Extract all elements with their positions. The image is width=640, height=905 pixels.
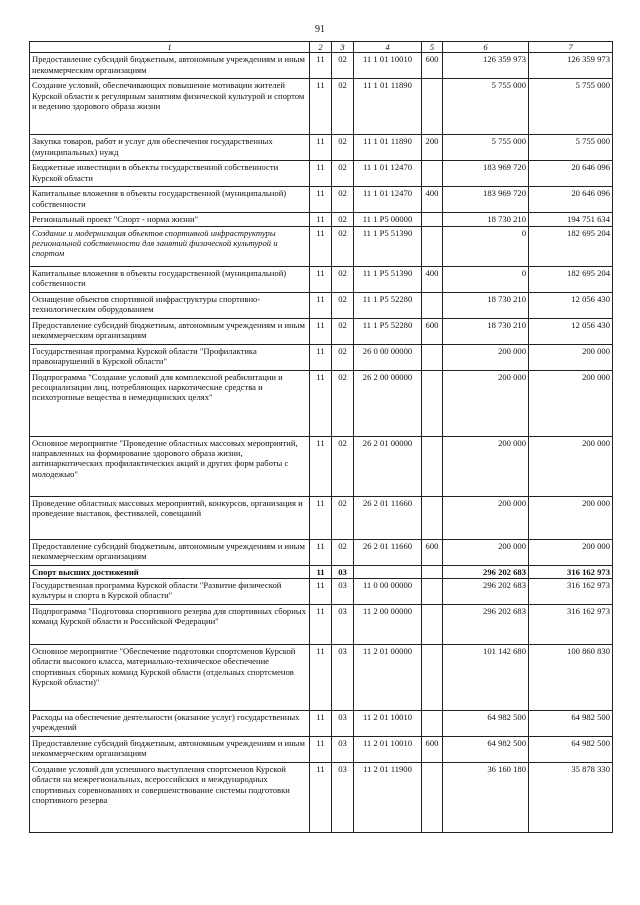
amount-year1-cell: 18 730 210	[443, 213, 529, 226]
amount-year1-cell: 0	[443, 226, 529, 266]
header-cell: 4	[354, 42, 422, 53]
header-row	[30, 42, 613, 53]
target-article-cell: 11 2 01 10010	[354, 710, 422, 736]
section-cell: 11	[310, 762, 332, 832]
target-article-cell: 26 2 00 00000	[354, 370, 422, 436]
amount-year1-cell: 200 000	[443, 496, 529, 539]
expense-type-cell: 600	[422, 53, 443, 79]
section-cell: 11	[310, 710, 332, 736]
subsection-cell: 02	[332, 539, 354, 565]
budget-table	[29, 41, 613, 833]
subsection-cell: 02	[332, 79, 354, 135]
item-name-cell: Государственная программа Курской области "Развитие физической культуры и спорта в Курской области"	[30, 578, 310, 604]
section-cell: 11	[310, 213, 332, 226]
target-article-cell: 11 1 P5 51390	[354, 266, 422, 292]
item-name-cell: Бюджетные инвестиции в объекты государственной собственности Курской области	[30, 161, 310, 187]
subsection-cell: 02	[332, 161, 354, 187]
amount-year2-cell: 316 162 973	[529, 604, 613, 644]
item-name-cell: Подпрограмма "Подготовка спортивного резерва для спортивных сборных команд Курской области и Российской Федерации"	[30, 604, 310, 644]
target-article-cell: 11 1 01 11890	[354, 135, 422, 161]
subsection-cell: 02	[332, 187, 354, 213]
table-row	[30, 213, 613, 226]
expense-type-cell	[422, 496, 443, 539]
section-cell: 11	[310, 539, 332, 565]
header-cell: 6	[443, 42, 529, 53]
item-name-cell: Основное мероприятие "Проведение областных массовых мероприятий, направленных на формирование здорового образа жизни, антинаркотических профилактических акций и других форм работы с молодежью"	[30, 436, 310, 496]
amount-year1-cell: 18 730 210	[443, 318, 529, 344]
item-name-cell: Создание условий для успешного выступления спортсменов Курской области на межрегиональных, всероссийских и международных спортивных соревнованиях и совершенствование системы подготовки спортивного резерва	[30, 762, 310, 832]
target-article-cell: 26 2 01 00000	[354, 436, 422, 496]
item-name-cell: Спорт высших достижений	[30, 565, 310, 578]
amount-year1-cell: 200 000	[443, 370, 529, 436]
target-article-cell: 11 1 01 12470	[354, 187, 422, 213]
expense-type-cell: 600	[422, 736, 443, 762]
table-row	[30, 370, 613, 436]
target-article-cell: 11 1 01 10010	[354, 53, 422, 79]
amount-year2-cell: 316 162 973	[529, 578, 613, 604]
section-cell: 11	[310, 226, 332, 266]
section-cell: 11	[310, 436, 332, 496]
section-cell: 11	[310, 53, 332, 79]
expense-type-cell	[422, 644, 443, 710]
subsection-cell: 02	[332, 292, 354, 318]
target-article-cell: 26 2 01 11660	[354, 539, 422, 565]
section-cell: 11	[310, 344, 332, 370]
table-row	[30, 292, 613, 318]
amount-year1-cell: 200 000	[443, 436, 529, 496]
expense-type-cell	[422, 604, 443, 644]
table-row	[30, 79, 613, 135]
amount-year2-cell: 64 982 500	[529, 710, 613, 736]
table-row	[30, 266, 613, 292]
section-cell: 11	[310, 496, 332, 539]
subsection-cell: 02	[332, 226, 354, 266]
table-row	[30, 604, 613, 644]
expense-type-cell: 400	[422, 266, 443, 292]
section-cell: 11	[310, 604, 332, 644]
table-row	[30, 318, 613, 344]
target-article-cell: 11 1 01 11890	[354, 79, 422, 135]
table-row	[30, 644, 613, 710]
table-row	[30, 436, 613, 496]
item-name-cell: Оснащение объектов спортивной инфраструктуры спортивно-технологическим оборудованием	[30, 292, 310, 318]
expense-type-cell: 400	[422, 187, 443, 213]
amount-year1-cell: 200 000	[443, 344, 529, 370]
amount-year1-cell: 183 969 720	[443, 187, 529, 213]
section-cell: 11	[310, 644, 332, 710]
item-name-cell: Расходы на обеспечение деятельности (оказание услуг) государственных учреждений	[30, 710, 310, 736]
table-row	[30, 53, 613, 79]
subsection-cell: 02	[332, 266, 354, 292]
table-row	[30, 736, 613, 762]
subsection-cell: 03	[332, 644, 354, 710]
header-cell: 2	[310, 42, 332, 53]
amount-year2-cell: 64 982 500	[529, 736, 613, 762]
header-cell: 5	[422, 42, 443, 53]
amount-year2-cell: 12 056 430	[529, 292, 613, 318]
amount-year2-cell: 182 695 204	[529, 266, 613, 292]
subsection-cell: 02	[332, 370, 354, 436]
amount-year1-cell: 36 160 180	[443, 762, 529, 832]
subsection-cell: 03	[332, 578, 354, 604]
target-article-cell: 11 1 P5 51390	[354, 226, 422, 266]
expense-type-cell	[422, 710, 443, 736]
section-cell: 11	[310, 266, 332, 292]
table-row	[30, 496, 613, 539]
item-name-cell: Проведение областных массовых мероприятий, конкурсов, организация и проведение выставок, фестивалей, совещаний	[30, 496, 310, 539]
target-article-cell: 11 2 01 00000	[354, 644, 422, 710]
amount-year2-cell: 12 056 430	[529, 318, 613, 344]
amount-year2-cell: 316 162 973	[529, 565, 613, 578]
amount-year1-cell: 5 755 000	[443, 135, 529, 161]
target-article-cell: 11 2 00 00000	[354, 604, 422, 644]
amount-year2-cell: 182 695 204	[529, 226, 613, 266]
table-row	[30, 539, 613, 565]
target-article-cell: 26 0 00 00000	[354, 344, 422, 370]
item-name-cell: Основное мероприятие "Обеспечение подготовки спортсменов Курской области высокого класса, материально-техническое обеспечение спортивных сборных команд Курской области (отдельных спортсменов Курской области)"	[30, 644, 310, 710]
amount-year1-cell: 126 359 973	[443, 53, 529, 79]
amount-year2-cell: 194 751 634	[529, 213, 613, 226]
item-name-cell: Создание условий, обеспечивающих повышение мотивации жителей Курской области к регулярным занятиям физической культурой и спортом и ведению здорового образа жизни	[30, 79, 310, 135]
section-cell: 11	[310, 161, 332, 187]
item-name-cell: Региональный проект "Спорт - норма жизни"	[30, 213, 310, 226]
section-cell: 11	[310, 736, 332, 762]
amount-year1-cell: 64 982 500	[443, 736, 529, 762]
target-article-cell: 26 2 01 11660	[354, 496, 422, 539]
subsection-cell: 03	[332, 736, 354, 762]
amount-year2-cell: 20 646 096	[529, 187, 613, 213]
expense-type-cell	[422, 370, 443, 436]
table-row	[30, 344, 613, 370]
expense-type-cell	[422, 762, 443, 832]
amount-year1-cell: 296 202 683	[443, 565, 529, 578]
item-name-cell: Предоставление субсидий бюджетным, автономным учреждениям и иным некоммерческим организациям	[30, 736, 310, 762]
table-row	[30, 187, 613, 213]
amount-year1-cell: 64 982 500	[443, 710, 529, 736]
subsection-cell: 03	[332, 710, 354, 736]
amount-year1-cell: 101 142 680	[443, 644, 529, 710]
amount-year1-cell: 296 202 683	[443, 578, 529, 604]
expense-type-cell	[422, 565, 443, 578]
amount-year1-cell: 296 202 683	[443, 604, 529, 644]
expense-type-cell	[422, 292, 443, 318]
amount-year2-cell: 100 860 830	[529, 644, 613, 710]
target-article-cell: 11 1 P5 52280	[354, 292, 422, 318]
amount-year2-cell: 5 755 000	[529, 135, 613, 161]
table-row	[30, 565, 613, 578]
table-row	[30, 135, 613, 161]
expense-type-cell: 600	[422, 318, 443, 344]
subsection-cell: 02	[332, 344, 354, 370]
table-row	[30, 710, 613, 736]
amount-year2-cell: 200 000	[529, 496, 613, 539]
amount-year1-cell: 0	[443, 266, 529, 292]
item-name-cell: Подпрограмма "Создание условий для комплексной реабилитации и ресоциализации лиц, потребляющих наркотические средства и психотропные вещества в немедицинских целях"	[30, 370, 310, 436]
amount-year2-cell: 200 000	[529, 344, 613, 370]
expense-type-cell	[422, 344, 443, 370]
expense-type-cell	[422, 79, 443, 135]
item-name-cell: Предоставление субсидий бюджетным, автономным учреждениям и иным некоммерческим организациям	[30, 53, 310, 79]
subsection-cell: 03	[332, 565, 354, 578]
item-name-cell: Капитальные вложения в объекты государственной (муниципальной) собственности	[30, 266, 310, 292]
expense-type-cell	[422, 436, 443, 496]
table-row	[30, 161, 613, 187]
amount-year2-cell: 35 878 330	[529, 762, 613, 832]
expense-type-cell: 200	[422, 135, 443, 161]
amount-year1-cell: 200 000	[443, 539, 529, 565]
amount-year2-cell: 200 000	[529, 436, 613, 496]
section-cell: 11	[310, 292, 332, 318]
target-article-cell: 11 1 P5 52280	[354, 318, 422, 344]
amount-year2-cell: 20 646 096	[529, 161, 613, 187]
expense-type-cell	[422, 578, 443, 604]
target-article-cell	[354, 565, 422, 578]
subsection-cell: 02	[332, 318, 354, 344]
section-cell: 11	[310, 370, 332, 436]
table-row	[30, 762, 613, 832]
target-article-cell: 11 0 00 00000	[354, 578, 422, 604]
amount-year2-cell: 126 359 973	[529, 53, 613, 79]
section-cell: 11	[310, 578, 332, 604]
header-cell: 7	[529, 42, 613, 53]
target-article-cell: 11 1 01 12470	[354, 161, 422, 187]
subsection-cell: 03	[332, 762, 354, 832]
amount-year2-cell: 5 755 000	[529, 79, 613, 135]
table-row	[30, 226, 613, 266]
amount-year1-cell: 183 969 720	[443, 161, 529, 187]
amount-year1-cell: 18 730 210	[443, 292, 529, 318]
table-row	[30, 578, 613, 604]
amount-year2-cell: 200 000	[529, 370, 613, 436]
item-name-cell: Государственная программа Курской области "Профилактика правонарушений в Курской области"	[30, 344, 310, 370]
subsection-cell: 03	[332, 604, 354, 644]
header-cell: 3	[332, 42, 354, 53]
target-article-cell: 11 1 P5 00000	[354, 213, 422, 226]
amount-year2-cell: 200 000	[529, 539, 613, 565]
section-cell: 11	[310, 79, 332, 135]
section-cell: 11	[310, 187, 332, 213]
section-cell: 11	[310, 565, 332, 578]
expense-type-cell	[422, 226, 443, 266]
page-number: 91	[315, 24, 325, 35]
item-name-cell: Предоставление субсидий бюджетным, автономным учреждениям и иным некоммерческим организациям	[30, 539, 310, 565]
header-cell: 1	[30, 42, 310, 53]
section-cell: 11	[310, 318, 332, 344]
subsection-cell: 02	[332, 213, 354, 226]
amount-year1-cell: 5 755 000	[443, 79, 529, 135]
target-article-cell: 11 2 01 10010	[354, 736, 422, 762]
target-article-cell: 11 2 01 11900	[354, 762, 422, 832]
subsection-cell: 02	[332, 135, 354, 161]
expense-type-cell: 600	[422, 539, 443, 565]
item-name-cell: Капитальные вложения в объекты государственной (муниципальной) собственности	[30, 187, 310, 213]
subsection-cell: 02	[332, 496, 354, 539]
expense-type-cell	[422, 161, 443, 187]
subsection-cell: 02	[332, 53, 354, 79]
item-name-cell: Создание и модернизация объектов спортивной инфраструктуры региональной собственности для занятий физической культурой и спортом	[30, 226, 310, 266]
section-cell: 11	[310, 135, 332, 161]
item-name-cell: Предоставление субсидий бюджетным, автономным учреждениям и иным некоммерческим организациям	[30, 318, 310, 344]
subsection-cell: 02	[332, 436, 354, 496]
item-name-cell: Закупка товаров, работ и услуг для обеспечения государственных (муниципальных) нужд	[30, 135, 310, 161]
expense-type-cell	[422, 213, 443, 226]
